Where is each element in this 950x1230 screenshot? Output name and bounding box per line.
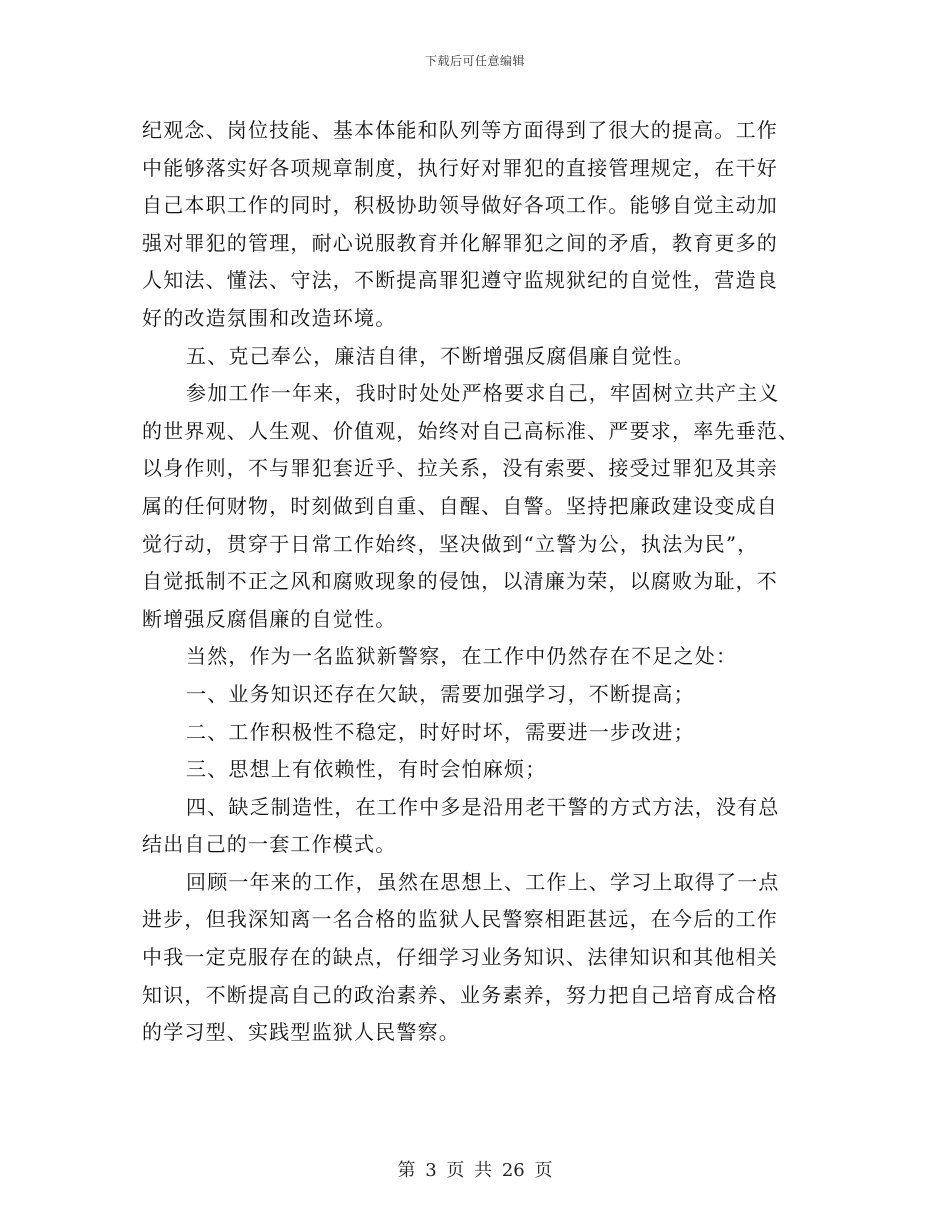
text-line: 断增强反腐倡廉的自觉性。 xyxy=(142,606,397,631)
text-line: 参加工作一年来，我时时处处严格要求自己，牢固树立共产主义 xyxy=(186,381,780,406)
paragraph-4 xyxy=(142,638,808,676)
text-line: 结出自己的一套工作模式。 xyxy=(142,832,397,857)
list-item-1 xyxy=(142,676,808,714)
text-line: 中能够落实好各项规章制度，执行好对罪犯的直接管理规定，在干好 xyxy=(142,155,778,180)
text-line: 当然，作为一名监狱新警察，在工作中仍然存在不足之处： xyxy=(186,644,738,669)
page-header: 下载后可任意编辑 xyxy=(424,54,525,68)
text-line: 的学习型、实践型监狱人民警察。 xyxy=(142,1020,460,1045)
text-line: 知识，不断提高自己的政治素养、业务素养，努力把自己培育成合格 xyxy=(142,982,778,1007)
text-line: 纪观念、岗位技能、基本体能和队列等方面得到了很大的提高。工作 xyxy=(142,118,778,142)
paragraph-1 xyxy=(142,112,808,338)
text-line: 的世界观、人生观、价值观，始终对自己高标准、严要求，率先垂范、 xyxy=(142,418,800,443)
text-line: 自觉抵制不正之风和腐败现象的侵蚀，以清廉为荣，以腐败为耻，不 xyxy=(142,569,778,594)
text-line: 一、业务知识还存在欠缺，需要加强学习，不断提高； xyxy=(186,681,695,706)
page-number: 第 3 页 共 26 页 xyxy=(397,1160,553,1181)
list-item-4 xyxy=(142,789,808,864)
text-line: 进步，但我深知离一名合格的监狱人民警察相距甚远，在今后的工作 xyxy=(142,907,778,932)
text-line: 三、思想上有依赖性，有时会怕麻烦； xyxy=(186,757,547,782)
text-line: 四、缺乏制造性，在工作中多是沿用老干警的方式方法，没有总 xyxy=(186,794,780,819)
text-line: 以身作则，不与罪犯套近乎、拉关系，没有索要、接受过罪犯及其亲 xyxy=(142,456,778,481)
text-line: 属的任何财物，时刻做到自重、自醒、自警。坚持把廉政建设变成自 xyxy=(142,493,778,518)
text-line: 好的改造氛围和改造环境。 xyxy=(142,305,397,330)
list-item-3 xyxy=(142,751,808,789)
text-line: 中我一定克服存在的缺点，仔细学习业务知识、法律知识和其他相关 xyxy=(142,945,778,970)
section-heading-5 xyxy=(142,338,808,376)
paragraph-3 xyxy=(142,375,808,638)
text-line: 回顾一年来的工作，虽然在思想上、工作上、学习上取得了一点 xyxy=(186,869,780,894)
text-line: 强对罪犯的管理，耐心说服教育并化解罪犯之间的矛盾，教育更多的 xyxy=(142,230,778,255)
text-line: 自己本职工作的同时，积极协助领导做好各项工作。能够自觉主动加 xyxy=(142,193,778,218)
text-line: 人知法、懂法、守法，不断提高罪犯遵守监规狱纪的自觉性，营造良 xyxy=(142,268,778,293)
paragraph-conclusion xyxy=(142,864,808,1052)
list-item-2 xyxy=(142,714,808,752)
text-line: 五、克己奉公，廉洁自律，不断增强反腐倡廉自觉性。 xyxy=(186,343,695,368)
document-body xyxy=(142,112,808,1052)
text-line: 觉行动，贯穿于日常工作始终，坚决做到“立警为公，执法为民”， xyxy=(142,531,759,556)
text-line: 二、工作积极性不稳定，时好时坏，需要进一步改进； xyxy=(186,719,695,744)
